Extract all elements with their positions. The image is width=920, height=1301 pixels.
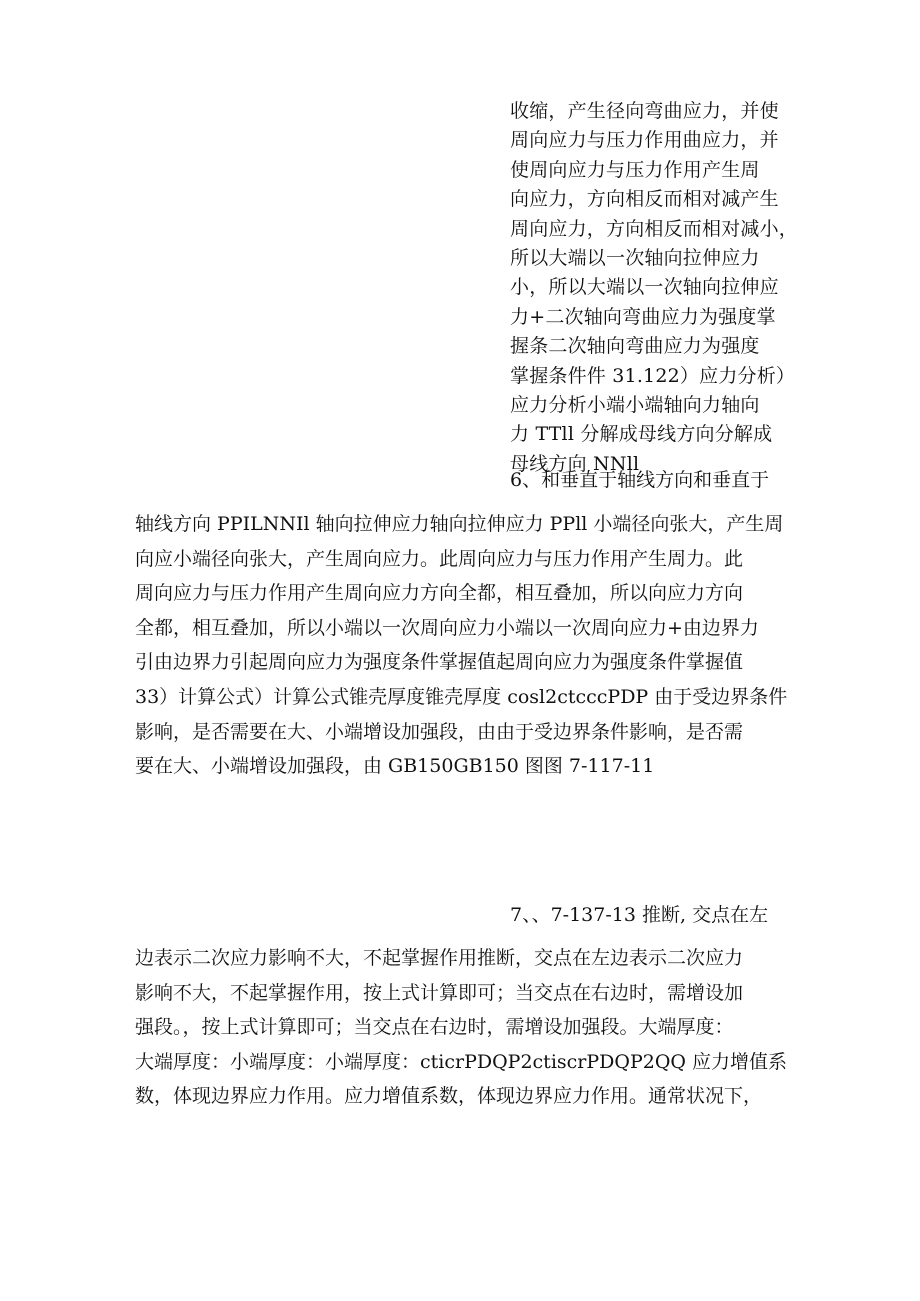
section-6-lead: 6、和垂直于轴线方向和垂直于 <box>510 469 770 491</box>
text-line: 掌握条件件 31.122）应力分析） <box>510 364 796 387</box>
text-line: 引由边界力引起周向应力为强度条件掌握值起周向应力为强度条件掌握值 <box>135 651 744 674</box>
text-line: 轴线方向 PPILNNIl 轴向拉伸应力轴向拉伸应力 PPll 小端径向张大，产生周 <box>135 513 784 535</box>
text-line: 周向应力与压力作用曲应力，并 <box>510 129 779 152</box>
text-line: 应力分析小端小端轴向力轴向 <box>510 394 760 417</box>
text-line: 数，体现边界应力作用。应力增值系数，体现边界应力作用。通常状况下， <box>135 1085 763 1108</box>
section-7-body <box>135 941 795 1114</box>
text-line: 边表示二次应力影响不大，不起掌握作用推断，交点在左边表示二次应力 <box>135 947 744 969</box>
text-line: 大端厚度：小端厚度：小端厚度：cticrPDQP2ctiscrPDQP2QQ 应力增值系 <box>135 1050 788 1073</box>
column-text-block <box>510 97 800 479</box>
text-line: 周向应力与压力作用产生周向应力方向全都，相互叠加，所以向应力方向 <box>135 582 744 605</box>
text-line: 向应小端径向张大，产生周向应力。此周向应力与压力作用产生周力。此 <box>135 547 744 570</box>
text-line: 影响不大，不起掌握作用，按上式计算即可；当交点在右边时，需增设加 <box>135 981 744 1004</box>
text-line: 所以大端以一次轴向拉伸应力 <box>510 247 760 270</box>
text-line: 力 TTll 分解成母线方向分解成 <box>510 423 773 446</box>
text-line: 小，所以大端以一次轴向拉伸应 <box>510 276 779 299</box>
text-line: 收缩，产生径向弯曲应力，并使 <box>510 100 779 122</box>
text-line: 使周向应力与压力作用产生周 <box>510 158 760 181</box>
text-line: 力+二次轴向弯曲应力为强度掌 <box>510 305 776 328</box>
text-line: 强段。，按上式计算即可；当交点在右边时，需增设加强段。大端厚度： <box>135 1016 734 1039</box>
text-line: 33）计算公式）计算公式锥壳厚度锥壳厚度 cosl2ctcccPDP 由于受边界条件 <box>135 685 788 708</box>
text-line: 母线方向 NNll <box>510 452 640 475</box>
text-line: 全都，相互叠加，所以小端以一次周向应力小端以一次周向应力+由边界力 <box>135 616 759 639</box>
text-line: 要在大、小端增设加强段，由 GB150GB150 图图 7-117-11 <box>135 755 655 778</box>
text-line: 握条二次轴向弯曲应力为强度 <box>510 335 760 358</box>
text-line: 周向应力，方向相反而相对减小， <box>510 217 799 240</box>
section-6-body <box>135 507 795 784</box>
text-line: 影响，是否需要在大、小端增设加强段，由由于受边界条件影响，是否需 <box>135 720 744 743</box>
text-line: 向应力，方向相反而相对减产生 <box>510 188 779 211</box>
section-7-lead: 7、、7-137-13 推断, 交点在左 <box>510 904 769 926</box>
